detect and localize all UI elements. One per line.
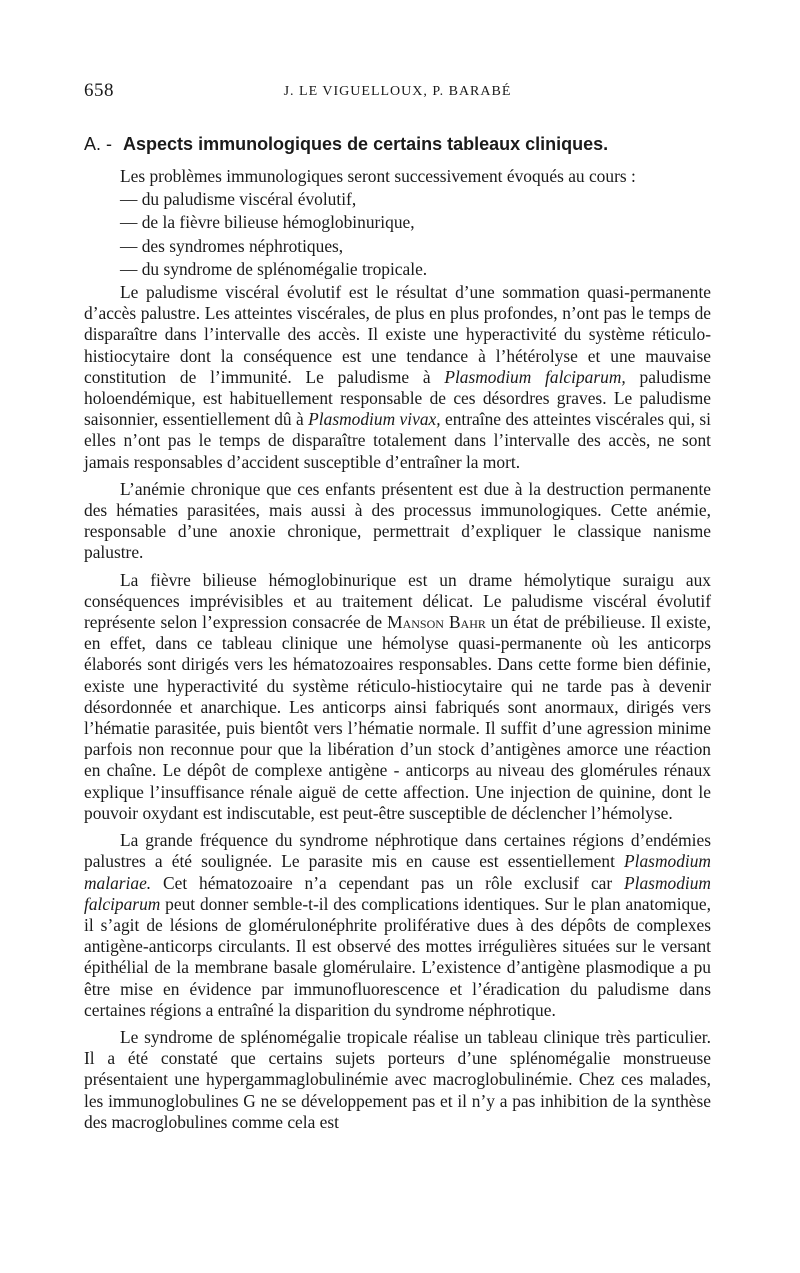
- list-item: — de la fièvre bilieuse hémoglobinurique,: [120, 212, 415, 233]
- species-name: Plasmodium vivax,: [308, 409, 441, 430]
- paragraph-nephrotic-syndrome: [84, 830, 711, 1021]
- species-name: Plasmodium falciparum: [84, 872, 711, 914]
- paragraph-blackwater-fever: [84, 570, 711, 824]
- author-name: Manson Bahr: [387, 612, 486, 633]
- topic-list: [84, 189, 711, 280]
- list-item: — du paludisme viscéral évolutif,: [120, 189, 357, 210]
- section-heading: [84, 134, 724, 155]
- text-run: Cet hématozoaire n’a cependant pas un rôle exclusif car: [151, 872, 625, 893]
- paragraph-anemia: L’anémie chronique que ces enfants présentent est due à la destruction permanente des hématies parasitées, mais aussi à des processus immunologiques. Cette anémie, responsable d’une anoxie chronique, permettrait d’expliquer le classique nanisme palustre.: [84, 478, 711, 563]
- species-name: Plasmodium falciparum,: [444, 366, 626, 387]
- text-run: peut donner semble-t-il des complications identiques. Sur le plan anatomique, il s’agit de lésions de glomérulonéphrite proliférative dues à des dépôts de complexes antigène-anticorps circulants. Il est observé des mottes irrégulières situées sur le versant épithélial de la membrane basale glomérulaire. L’existence d’antigène plasmodique a pu être mise en évidence par immunofluorescence et l’éradication du paludisme dans certaines régions a entraîné la disparition du syndrome néphrotique.: [84, 893, 711, 1020]
- page-number: 658: [84, 80, 114, 101]
- section-letter: A. -: [84, 134, 113, 154]
- text-run: La grande fréquence du syndrome néphrotique dans certaines régions d’endémies palustres a été soulignée. Le parasite mis en cause est essentiellement: [84, 830, 711, 872]
- paragraph-splenomegaly: Le syndrome de splénomégalie tropicale réalise un tableau clinique très particulier. Il a été constaté que certains sujets porteurs d’une splénomégalie monstrueuse présentaient une hypergammaglobulinémie avec macroglobulinémie. Chez ces malades, les immunoglobulines G ne se développement pas et il n’y a pas inhibition de la synthèse des macroglobulines comme cela est: [84, 1026, 711, 1132]
- section-title: Aspects immunologiques de certains tableaux cliniques.: [123, 134, 609, 154]
- page-header: [84, 80, 711, 104]
- list-item: — des syndromes néphrotiques,: [120, 235, 344, 256]
- running-head: J. LE VIGUELLOUX, P. BARABÉ: [283, 84, 512, 99]
- species-name: Plasmodium malariae.: [84, 851, 711, 893]
- text-run: La fièvre bilieuse hémoglobinurique est un drame hémolytique suraigu aux conséquences imprévisibles et au traitement délicat. Le paludisme viscéral évolutif représente selon l’expression consacrée de: [84, 569, 711, 633]
- list-item: — du syndrome de splénomégalie tropicale.: [120, 258, 428, 279]
- text-run: entraîne des atteintes viscérales qui, si elles n’ont pas le temps de disparaître totalement dans l’intervalle des accès, ne sont jamais responsables d’accident susceptible d’entraîner la mort.: [84, 409, 711, 472]
- text-run: Le paludisme viscéral évolutif est le résultat d’une sommation quasi-permanente d’accès palustre. Les atteintes viscérales, de plus en plus profondes, n’ont pas le temps de disparaître dans l’intervalle des accès. Il existe une hyperactivité du système réticulo-histiocytaire dont la conséquence est une tendance à l’hétérolyse et une mauvaise constitution de l’immunité. Le paludisme à: [84, 282, 711, 387]
- intro-paragraph: Les problèmes immunologiques seront successivement évoqués au cours :: [120, 166, 636, 186]
- text-run: un état de prébilieuse. Il existe, en effet, dans ce tableau clinique une hémolyse quasi-permanente où les anticorps élaborés sont dirigés vers les hématozoaires responsables. Dans cette forme bien définie, existe une hyperactivité du système réticulo-histiocytaire qui ne tarde pas à devenir désordonnée et anarchique. Les anticorps ainsi fabriqués sont anormaux, dirigés vers l’hématie parasitée, puis bientôt vers l’hématie normale. Il suffit d’une agression minime parfois non reconnue pour que la libération d’un stock d’antigènes amorce une réaction en chaîne. Le dépôt de complexe antigène - anticorps au niveau des glomérules rénaux explique l’insuffisance rénale aiguë de cette affection. Une injection de quinine, dont le pouvoir oxydant est indiscutable, est peut-être susceptible de déclencher l’hémolyse.: [84, 612, 711, 823]
- text-run: paludisme holoendémique, est habituellement responsable de ces désordres graves. Le paludisme saisonnier, essentiellement dû à: [84, 366, 711, 430]
- body-text: [84, 166, 711, 1133]
- paragraph-visceral-malaria: [84, 282, 711, 473]
